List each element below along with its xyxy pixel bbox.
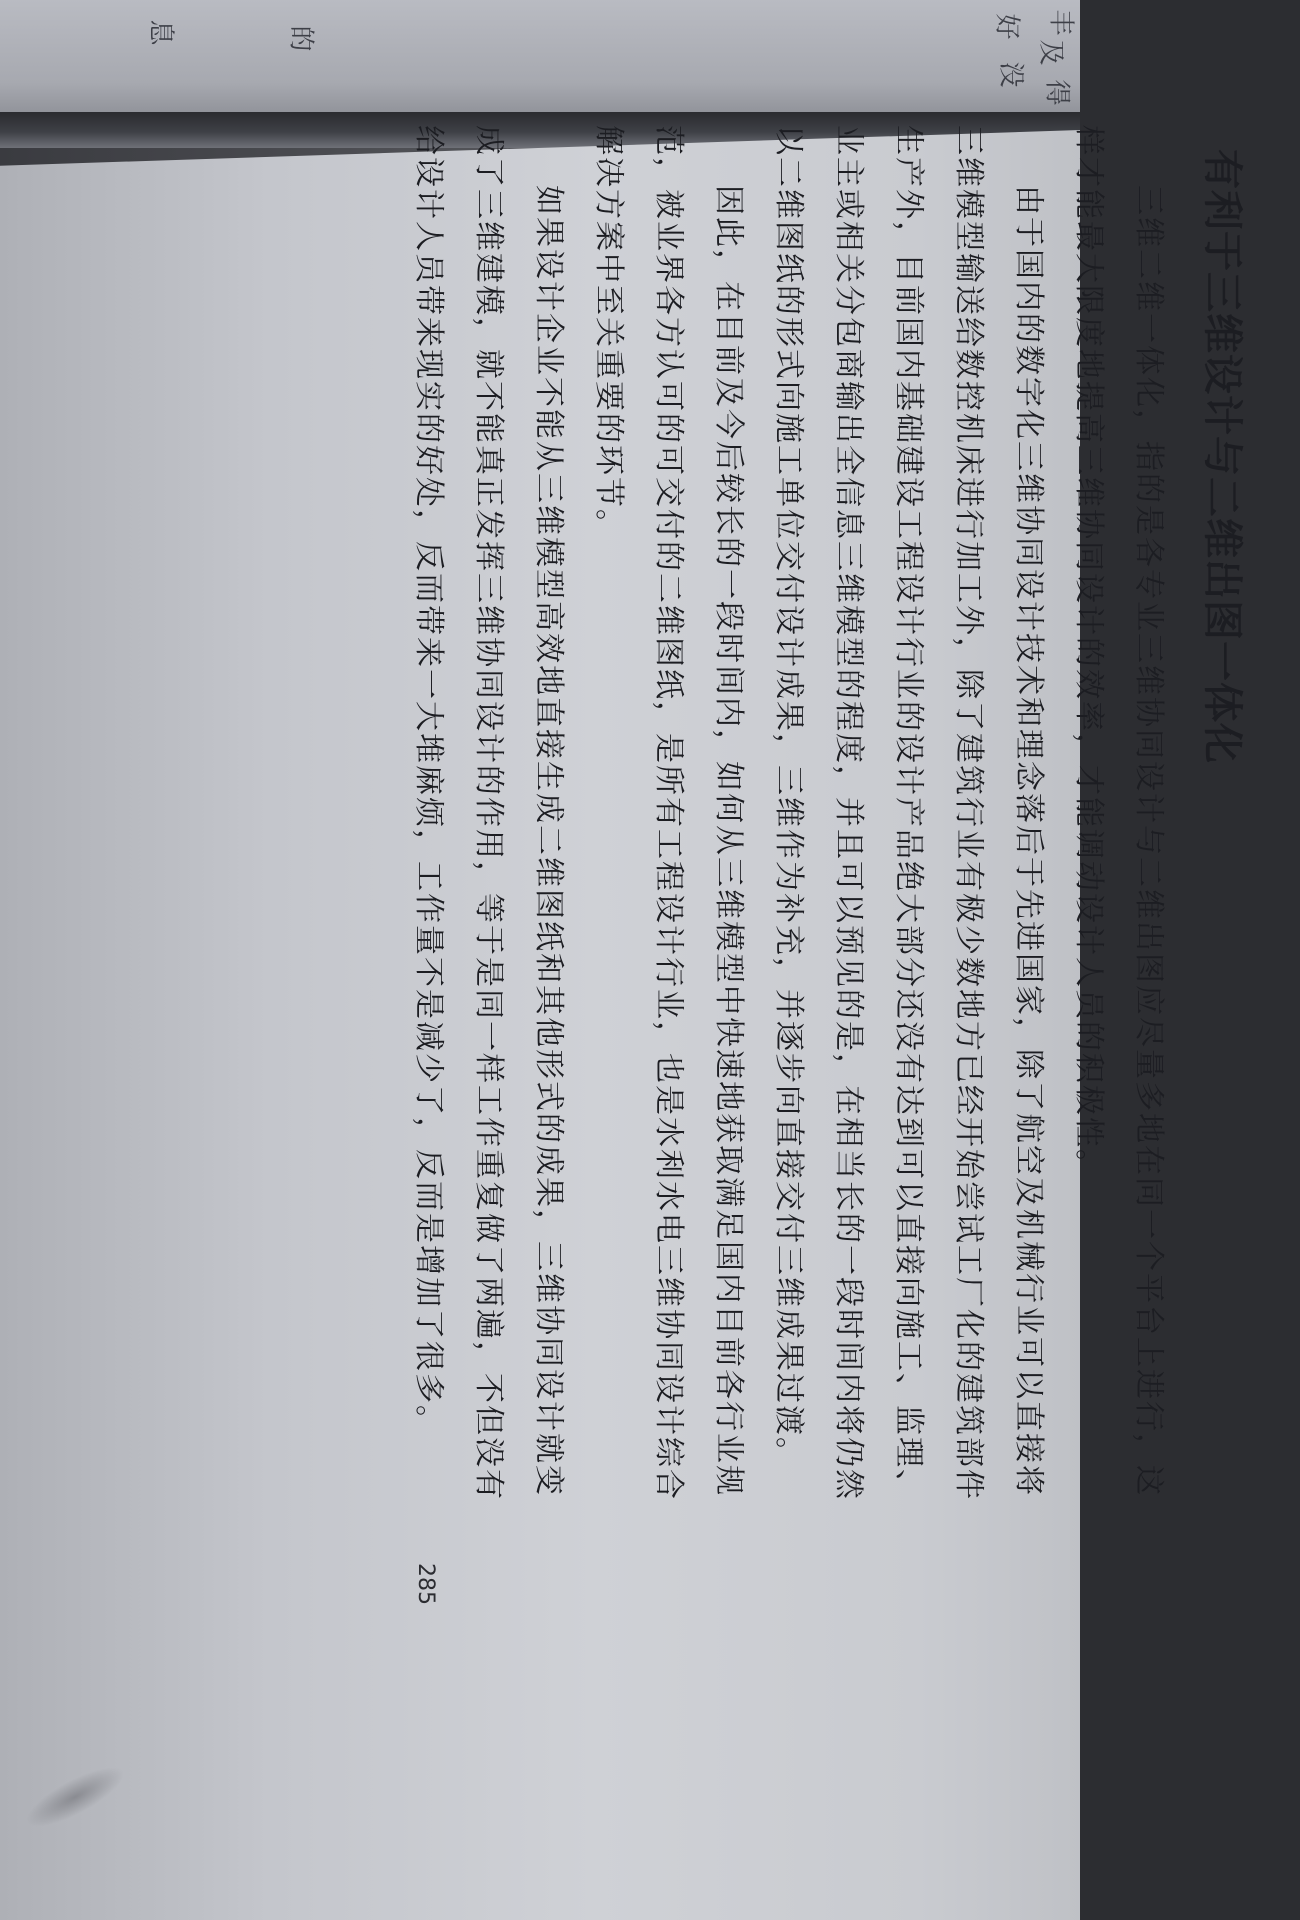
paragraph-line: 解决方案中至关重要的环节。 — [591, 125, 626, 541]
page-number: 285 — [413, 1563, 438, 1605]
previous-page-fragment: 没 — [995, 61, 1026, 88]
paragraph-line: 给设计人员带来现实的好处，反而带来一大堆麻烦，工作量不是减少了，反而是增加了很多。 — [411, 125, 446, 1437]
previous-page-fragment: 丰 — [1045, 9, 1076, 36]
paragraph-line: 三维二维一体化，指的是各专业三维协同设计与二维出图应尽量多地在同一个平台上进行，这 — [1131, 185, 1166, 1497]
paragraph-line: 因此，在目前及今后较长的一段时间内，如何从三维模型中快速地获取满足国内目前各行业规 — [711, 185, 746, 1497]
previous-page-fragment: 息 — [145, 19, 176, 46]
paragraph-line: 生产外，目前国内基础建设工程设计行业的设计产品绝大部分还没有达到可以直接向施工、监理、 — [891, 125, 926, 1501]
page-text-block — [411, 75, 1300, 1695]
section-heading: 有利于三维设计与二维出图一体化 — [1199, 149, 1246, 764]
paragraph-line: 范，被业界各方认可的可交付的二维图纸，是所有工程设计行业，也是水利水电三维协同设计综合 — [651, 125, 686, 1501]
paragraph-line: 样才能最大限度地提高三维协同设计的效率，才能调动设计人员的积极性。 — [1071, 125, 1106, 1181]
paragraph-line: 成了三维建模，就不能真正发挥三维协同设计的作用，等于是同一样工作重复做了两遍，不但没有 — [471, 125, 506, 1501]
paragraph-line: 如果设计企业不能从三维模型高效地直接生成二维图纸和其他形式的成果，三维协同设计就变 — [531, 185, 566, 1497]
previous-page-fragment: 及 — [1035, 39, 1066, 66]
paragraph-line: 由于国内的数字化三维协同设计技术和理念落后于先进国家，除了航空及机械行业可以直接将 — [1011, 185, 1046, 1497]
paragraph-line: 业主或相关分包商输出全信息三维模型的程度，并且可以预见的是，在相当长的一段时间内将仍然 — [831, 125, 866, 1501]
paragraph-line: 三维模型输送给数控机床进行加工外，除了建筑行业有极少数地方已经开始尝试工厂化的建筑部件 — [951, 125, 986, 1501]
previous-page-fragment: 的 — [285, 25, 316, 52]
previous-page-fragment: 得 — [1041, 79, 1072, 106]
paragraph-line: 以二维图纸的形式向施工单位交付设计成果，三维作为补充，并逐步向直接交付三维成果过渡。 — [771, 125, 806, 1469]
previous-page-fragment: 好 — [991, 13, 1022, 40]
